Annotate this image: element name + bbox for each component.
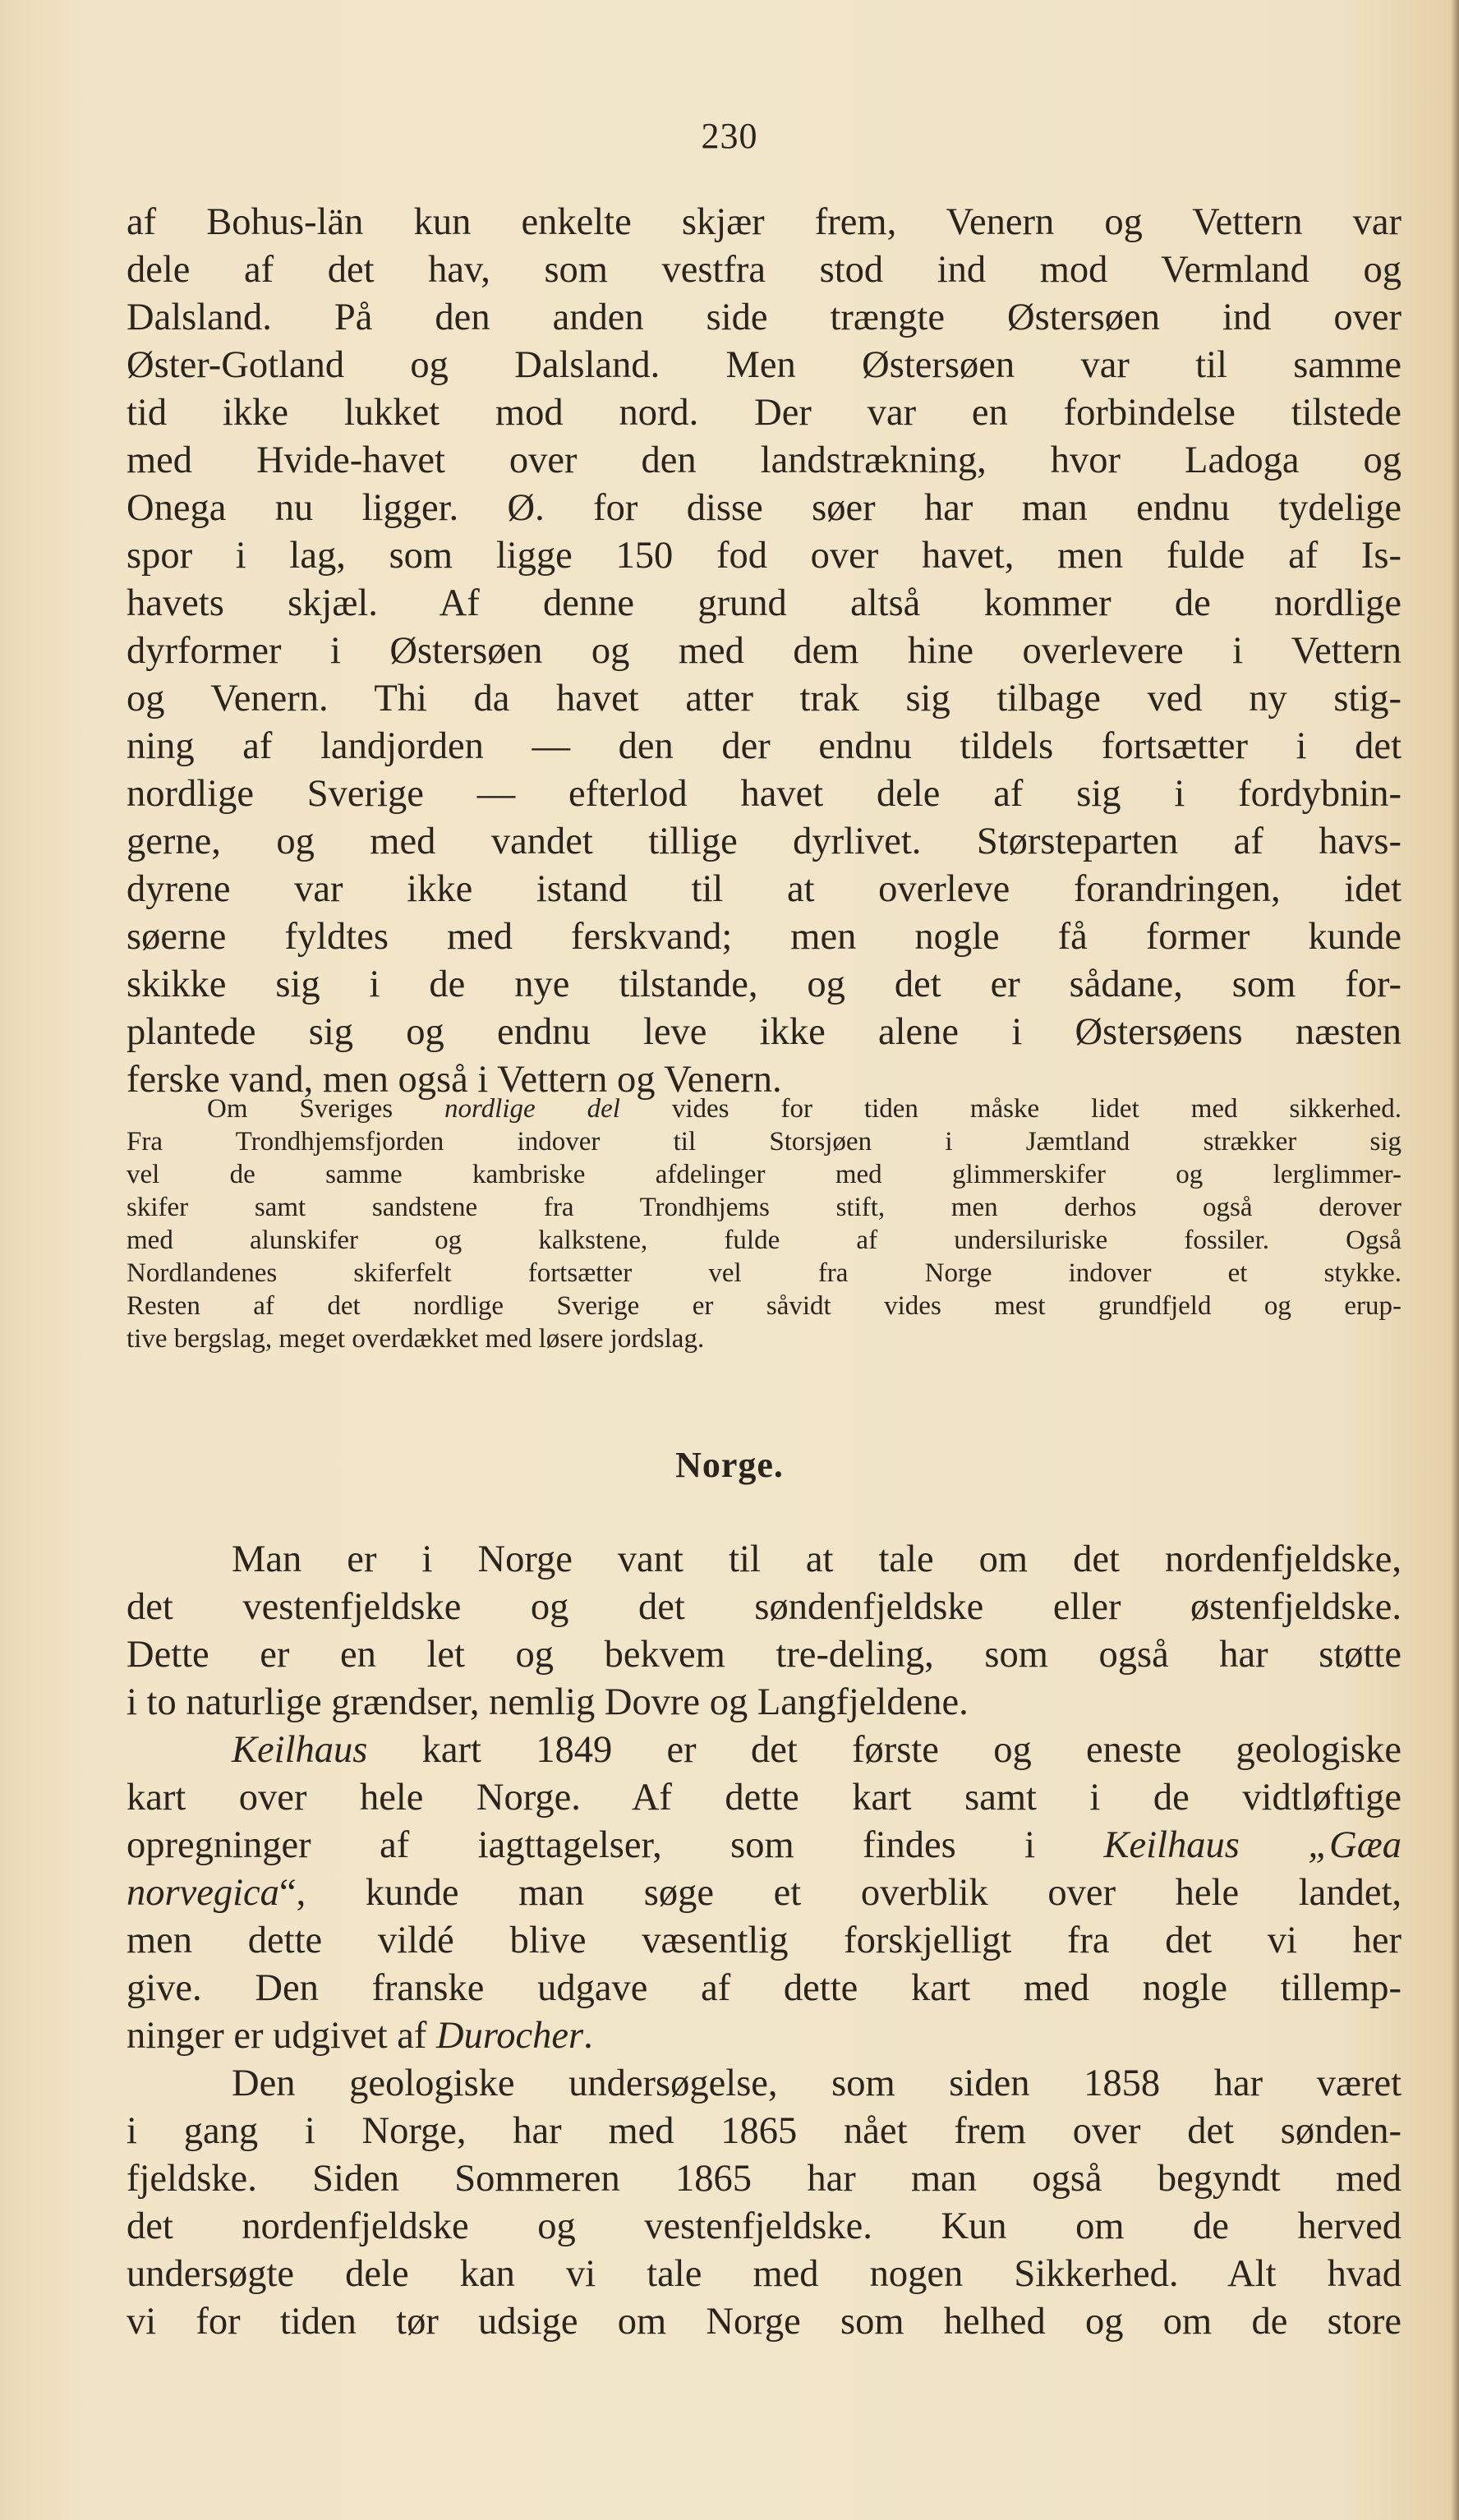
text-line: Onega nu ligger. Ø. for disse søer har man endnu tydelige — [127, 487, 1401, 529]
text-line: det nordenfjeldske og vestenfjeldske. Kun om de herved — [127, 2205, 1401, 2247]
text-line: kart over hele Norge. Af dette kart samt i de vidtløftige — [127, 1777, 1401, 1819]
text-line: Den geologiske undersøgelse, som siden 1858 har været — [232, 2062, 1401, 2104]
text-line — [127, 2012, 1401, 2060]
text-line: plantede sig og endnu leve ikke alene i Østersøens næsten — [127, 1011, 1401, 1053]
text-line: Dalsland. På den anden side trængte Østersøen ind over — [127, 297, 1401, 338]
text-line: fjeldske. Siden Sommeren 1865 har man også begyndt med — [127, 2158, 1401, 2200]
text-fragment: ninger er udgivet af — [127, 2015, 437, 2057]
text-line: gerne, og med vandet tillige dyrlivet. Størsteparten af havs- — [127, 821, 1401, 862]
text-line — [127, 1092, 1401, 1125]
text-line: i to naturlige grændser, nemlig Dovre og Langfjeldene. — [127, 1681, 969, 1723]
text-line: tid ikke lukket mod nord. Der var en forbindelse tilstede — [127, 392, 1401, 434]
text-line: det vestenfjeldske og det søndenfjeldske eller østenfjeldske. — [127, 1586, 1401, 1628]
text-line: give. Den franske udgave af dette kart med nogle tillemp- — [127, 1967, 1401, 2009]
italic-text: Keilhaus „Gæa — [1103, 1824, 1401, 1866]
text-line: havets skjæl. Af denne grund altså kommer de nordlige — [127, 582, 1401, 624]
text-line: undersøgte dele kan vi tale med nogen Sikkerhed. Alt hvad — [127, 2253, 1401, 2295]
text-line: Fra Trondhjemsfjorden indover til Storsjøen i Jæmtland strækker sig — [127, 1127, 1401, 1157]
small-print-paragraph — [127, 1092, 1401, 1355]
text-line: vel de samme kambriske afdelinger med glimmerskifer og lerglimmer- — [127, 1160, 1401, 1189]
text-line: i gang i Norge, har med 1865 nået frem over det sønden- — [127, 2110, 1401, 2152]
page-edge-shadow — [1451, 0, 1459, 2520]
section-heading: Norge. — [675, 1445, 784, 1485]
text-line: skikke sig i de nye tilstande, og det er sådane, som for- — [127, 963, 1401, 1005]
text-line: nordlige Sverige — efterlod havet dele af sig i fordybnin- — [127, 773, 1401, 815]
text-fragment: “, kunde man søge et overblik over hele landet, — [278, 1872, 1401, 1914]
text-fragment: Om Sveriges — [207, 1094, 445, 1124]
text-fragment: . — [583, 2015, 593, 2057]
text-line: Nordlandenes skiferfelt fortsætter vel fra Norge indover et stykke. — [127, 1258, 1401, 1288]
text-line — [127, 1869, 1401, 1917]
text-line: af Bohus-län kun enkelte skjær frem, Venern og Vettern var — [127, 201, 1401, 243]
text-line: skifer samt sandstene fra Trondhjems stift, men derhos også derover — [127, 1193, 1401, 1222]
text-line — [127, 1822, 1401, 1869]
text-line: og Venern. Thi da havet atter trak sig tilbage ved ny stig- — [127, 678, 1401, 720]
text-line: ferske vand, men også i Vettern og Venern. — [127, 1059, 782, 1101]
paragraph-keilhau — [127, 1727, 1401, 2060]
text-line: spor i lag, som ligge 150 fod over havet, men fulde af Is- — [127, 535, 1401, 577]
italic-text: Durocher — [436, 2015, 584, 2057]
paragraph-bohuslan — [127, 199, 1401, 1104]
text-fragment: kart 1849 er det første og eneste geologiske — [367, 1729, 1401, 1771]
italic-text: Keilhaus — [232, 1729, 368, 1771]
text-fragment: opregninger af iagttagelser, som findes i — [127, 1824, 1104, 1866]
text-line: med Hvide-havet over den landstrækning, hvor Ladoga og — [127, 439, 1401, 481]
text-line: Resten af det nordlige Sverige er såvidt vides mest grundfjeld og erup- — [127, 1291, 1401, 1321]
text-line — [127, 1727, 1401, 1774]
text-line: tive bergslag, meget overdækket med løsere jordslag. — [127, 1324, 705, 1354]
text-line: søerne fyldtes med ferskvand; men nogle få former kunde — [127, 916, 1401, 958]
paragraph-undersogelse — [127, 2060, 1401, 2346]
text-line: Dette er en let og bekvem tre-deling, som også har støtte — [127, 1634, 1401, 1676]
italic-text: nordlige del — [444, 1094, 620, 1124]
text-line: med alunskifer og kalkstene, fulde af undersiluriske fossiler. Også — [127, 1226, 1401, 1255]
paragraph-norge-intro — [127, 1536, 1401, 1727]
page-number: 230 — [701, 116, 758, 156]
italic-text: norvegica — [127, 1872, 279, 1914]
text-line: Øster-Gotland og Dalsland. Men Østersøen var til samme — [127, 344, 1401, 386]
text-line: dyrformer i Østersøen og med dem hine overlevere i Vettern — [127, 630, 1401, 672]
text-line: dyrene var ikke istand til at overleve forandringen, idet — [127, 868, 1401, 910]
text-fragment: vides for tiden måske lidet med sikkerhed. — [619, 1094, 1401, 1124]
text-line: Man er i Norge vant til at tale om det nordenfjeldske, — [232, 1538, 1401, 1580]
text-line: ning af landjorden — den der endnu tildels fortsætter i det — [127, 725, 1401, 767]
text-line: dele af det hav, som vestfra stod ind mod Vermland og — [127, 249, 1401, 291]
text-line: vi for tiden tør udsige om Norge som helhed og om de store — [127, 2301, 1401, 2343]
text-line: men dette vildé blive væsentlig forskjelligt fra det vi her — [127, 1920, 1401, 1961]
